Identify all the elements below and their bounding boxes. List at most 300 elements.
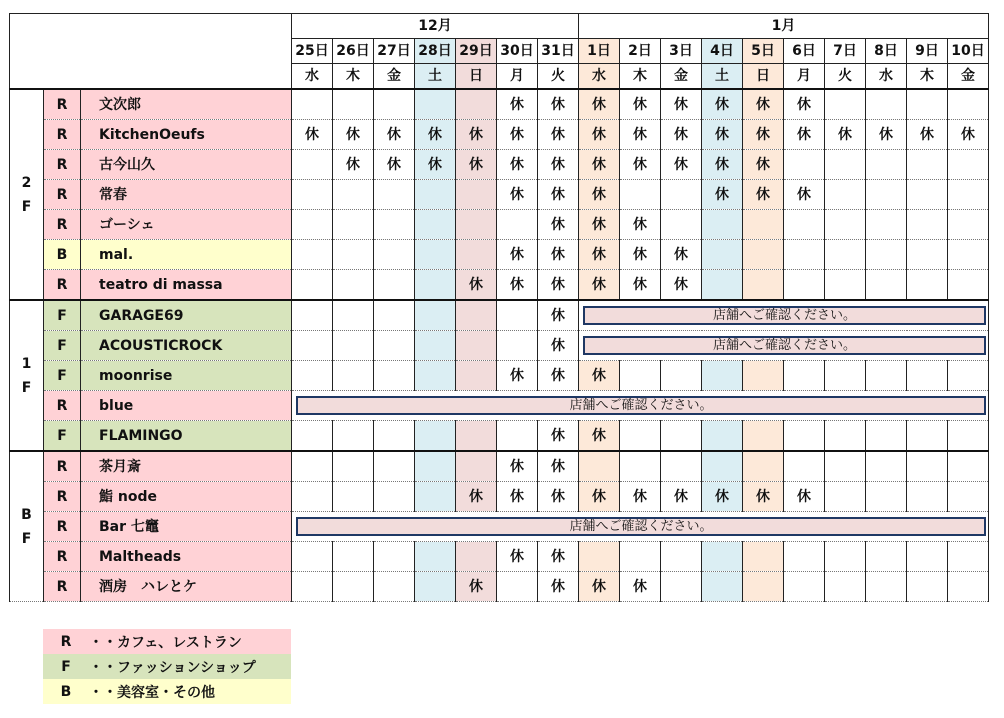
day-cell: 休 — [538, 210, 579, 240]
weekday-header: 月 — [497, 64, 538, 90]
shop-name: mal. — [81, 240, 292, 270]
day-cell — [456, 421, 497, 452]
day-cell: 休 — [538, 451, 579, 482]
day-cell: 休 — [661, 150, 702, 180]
day-cell: 休 — [743, 150, 784, 180]
day-cell: 休 — [538, 150, 579, 180]
day-cell — [825, 210, 866, 240]
day-cell: 休 — [374, 150, 415, 180]
day-cell — [907, 451, 948, 482]
shop-name: Bar 七竈 — [81, 512, 292, 542]
day-cell — [825, 482, 866, 512]
day-cell: 休 — [538, 120, 579, 150]
weekday-header: 木 — [907, 64, 948, 90]
day-cell — [743, 451, 784, 482]
day-cell — [333, 89, 374, 120]
day-cell: 休 — [702, 180, 743, 210]
day-cell — [743, 210, 784, 240]
day-cell — [907, 210, 948, 240]
day-cell — [907, 240, 948, 270]
floor-label — [10, 451, 44, 602]
legend-key: B — [60, 683, 72, 700]
day-cell: 休 — [456, 120, 497, 150]
day-cell: 休 — [620, 482, 661, 512]
day-cell — [948, 482, 989, 512]
day-cell — [415, 482, 456, 512]
date-header: 6日 — [784, 39, 825, 64]
day-cell — [374, 421, 415, 452]
day-cell — [374, 361, 415, 391]
day-cell — [784, 240, 825, 270]
floor-label — [10, 300, 44, 451]
day-cell — [333, 210, 374, 240]
weekday-header: 金 — [948, 64, 989, 90]
day-cell — [620, 542, 661, 572]
confirm-note-cell — [292, 512, 989, 542]
legend-dots: ・・ — [89, 659, 117, 676]
weekday-header: 水 — [866, 64, 907, 90]
shop-row — [10, 331, 989, 361]
day-cell: 休 — [456, 572, 497, 602]
day-cell: 休 — [538, 361, 579, 391]
legend-desc: ファッションショップ — [117, 659, 256, 676]
shop-type: R — [44, 391, 81, 421]
legend-desc: カフェ、レストラン — [117, 634, 242, 651]
day-cell: 休 — [784, 482, 825, 512]
day-cell — [456, 180, 497, 210]
weekday-header: 水 — [292, 64, 333, 90]
date-header: 25日 — [292, 39, 333, 64]
shop-type: F — [44, 300, 81, 331]
day-cell — [907, 180, 948, 210]
weekday-header: 金 — [374, 64, 415, 90]
date-header: 8日 — [866, 39, 907, 64]
weekday-header: 火 — [538, 64, 579, 90]
day-cell: 休 — [538, 421, 579, 452]
day-cell — [948, 421, 989, 452]
shop-row — [10, 451, 989, 482]
shop-row — [10, 391, 989, 421]
day-cell — [743, 240, 784, 270]
day-cell — [333, 572, 374, 602]
date-header: 2日 — [620, 39, 661, 64]
day-cell: 休 — [907, 120, 948, 150]
day-cell — [579, 542, 620, 572]
day-cell — [784, 421, 825, 452]
day-cell — [702, 240, 743, 270]
day-cell — [579, 451, 620, 482]
floor-char: B — [21, 506, 32, 523]
shop-row — [10, 270, 989, 301]
day-cell: 休 — [702, 482, 743, 512]
shop-type: B — [44, 240, 81, 270]
day-cell: 休 — [579, 270, 620, 301]
day-cell — [415, 451, 456, 482]
day-cell: 休 — [661, 482, 702, 512]
day-cell — [907, 270, 948, 301]
shop-row — [10, 482, 989, 512]
floor-char: 1 — [21, 355, 32, 372]
day-cell — [784, 451, 825, 482]
day-cell — [866, 421, 907, 452]
day-cell: 休 — [661, 240, 702, 270]
day-cell: 休 — [661, 120, 702, 150]
date-header: 30日 — [497, 39, 538, 64]
day-cell — [743, 542, 784, 572]
day-cell — [292, 89, 333, 120]
shop-name: ゴーシェ — [81, 210, 292, 240]
shop-type: R — [44, 150, 81, 180]
day-cell: 休 — [866, 120, 907, 150]
day-cell — [907, 572, 948, 602]
day-cell: 休 — [538, 89, 579, 120]
day-cell: 休 — [743, 482, 784, 512]
day-cell: 休 — [579, 150, 620, 180]
day-cell — [374, 270, 415, 301]
shop-type: R — [44, 512, 81, 542]
day-cell — [661, 572, 702, 602]
weekday-header: 火 — [825, 64, 866, 90]
shop-row — [10, 512, 989, 542]
day-cell — [661, 421, 702, 452]
legend-item-b — [43, 679, 291, 704]
day-cell: 休 — [661, 89, 702, 120]
day-cell: 休 — [497, 270, 538, 301]
day-cell — [825, 542, 866, 572]
shop-name: ACOUSTICROCK — [81, 331, 292, 361]
day-cell — [948, 542, 989, 572]
day-cell: 休 — [579, 89, 620, 120]
shop-name: teatro di massa — [81, 270, 292, 301]
confirm-with-shop-note: 店舗へご確認ください。 — [296, 517, 986, 536]
day-cell — [497, 210, 538, 240]
day-cell — [661, 361, 702, 391]
day-cell: 休 — [743, 120, 784, 150]
day-cell: 休 — [497, 482, 538, 512]
day-cell — [907, 361, 948, 391]
day-cell: 休 — [579, 482, 620, 512]
shop-name: blue — [81, 391, 292, 421]
shop-row — [10, 120, 989, 150]
day-cell — [866, 542, 907, 572]
day-cell — [948, 270, 989, 301]
date-header: 5日 — [743, 39, 784, 64]
shop-row — [10, 210, 989, 240]
day-cell: 休 — [579, 572, 620, 602]
day-cell — [907, 421, 948, 452]
day-cell — [866, 240, 907, 270]
day-cell: 休 — [579, 180, 620, 210]
floor-char: 2 — [21, 174, 32, 191]
day-cell — [333, 300, 374, 331]
day-cell — [374, 482, 415, 512]
day-cell: 休 — [497, 451, 538, 482]
floor-char: F — [21, 530, 32, 547]
day-cell — [702, 451, 743, 482]
day-cell — [825, 572, 866, 602]
day-cell — [661, 210, 702, 240]
day-cell — [415, 89, 456, 120]
day-cell — [784, 572, 825, 602]
confirm-note-cell — [579, 300, 989, 331]
day-cell — [333, 542, 374, 572]
day-cell — [620, 180, 661, 210]
day-cell — [907, 150, 948, 180]
shop-type: R — [44, 89, 81, 120]
date-header: 29日 — [456, 39, 497, 64]
date-header: 28日 — [415, 39, 456, 64]
floor-char: F — [21, 379, 32, 396]
shop-row — [10, 361, 989, 391]
day-cell — [374, 89, 415, 120]
day-cell: 休 — [415, 120, 456, 150]
day-cell — [374, 451, 415, 482]
day-cell — [456, 300, 497, 331]
day-cell — [948, 361, 989, 391]
day-cell — [702, 270, 743, 301]
day-cell — [456, 331, 497, 361]
day-cell — [497, 572, 538, 602]
day-cell — [415, 421, 456, 452]
day-cell: 休 — [497, 180, 538, 210]
legend-key: R — [60, 633, 72, 650]
day-cell — [948, 210, 989, 240]
day-cell — [333, 240, 374, 270]
day-cell — [292, 572, 333, 602]
day-cell: 休 — [620, 210, 661, 240]
day-cell — [415, 300, 456, 331]
day-cell: 休 — [333, 150, 374, 180]
day-cell — [825, 180, 866, 210]
day-cell — [620, 421, 661, 452]
day-cell — [415, 270, 456, 301]
shop-type: R — [44, 210, 81, 240]
day-cell: 休 — [579, 120, 620, 150]
shop-type: R — [44, 482, 81, 512]
weekday-header: 金 — [661, 64, 702, 90]
day-cell — [415, 180, 456, 210]
day-cell: 休 — [620, 572, 661, 602]
date-header: 26日 — [333, 39, 374, 64]
header-corner — [10, 14, 292, 90]
shop-row — [10, 150, 989, 180]
floor-label — [10, 89, 44, 300]
day-cell — [620, 451, 661, 482]
floor-char: F — [21, 198, 32, 215]
day-cell: 休 — [702, 120, 743, 150]
date-header: 10日 — [948, 39, 989, 64]
date-header: 27日 — [374, 39, 415, 64]
day-cell — [292, 361, 333, 391]
shop-name: 鮨 node — [81, 482, 292, 512]
day-cell — [702, 210, 743, 240]
day-cell: 休 — [661, 270, 702, 301]
shop-name: moonrise — [81, 361, 292, 391]
weekday-header: 水 — [579, 64, 620, 90]
shop-name: Maltheads — [81, 542, 292, 572]
day-cell — [333, 270, 374, 301]
legend-key: F — [61, 658, 71, 675]
day-cell: 休 — [538, 300, 579, 331]
day-cell — [866, 270, 907, 301]
day-cell — [866, 180, 907, 210]
shop-type: F — [44, 421, 81, 452]
day-cell: 休 — [579, 421, 620, 452]
day-cell: 休 — [415, 150, 456, 180]
day-cell: 休 — [948, 120, 989, 150]
day-cell — [374, 240, 415, 270]
day-cell — [456, 542, 497, 572]
day-cell — [948, 451, 989, 482]
day-cell: 休 — [538, 482, 579, 512]
day-cell — [784, 361, 825, 391]
shop-type: R — [44, 451, 81, 482]
day-cell — [415, 542, 456, 572]
day-cell — [292, 240, 333, 270]
day-cell — [456, 451, 497, 482]
day-cell: 休 — [538, 542, 579, 572]
day-cell — [702, 542, 743, 572]
day-cell: 休 — [497, 150, 538, 180]
day-cell: 休 — [784, 180, 825, 210]
weekday-header: 日 — [456, 64, 497, 90]
day-cell: 休 — [538, 331, 579, 361]
day-cell — [661, 542, 702, 572]
shop-name: 古今山久 — [81, 150, 292, 180]
day-cell — [907, 542, 948, 572]
day-cell — [374, 572, 415, 602]
day-cell — [415, 361, 456, 391]
day-cell — [292, 421, 333, 452]
month-december: 12月 — [292, 14, 579, 39]
holiday-schedule-table — [9, 13, 989, 602]
confirm-note-cell — [292, 391, 989, 421]
day-cell — [333, 482, 374, 512]
day-cell — [702, 421, 743, 452]
day-cell — [743, 270, 784, 301]
day-cell — [415, 331, 456, 361]
day-cell — [784, 270, 825, 301]
day-cell — [497, 421, 538, 452]
shop-type: R — [44, 180, 81, 210]
day-cell — [825, 451, 866, 482]
day-cell — [292, 542, 333, 572]
day-cell — [333, 361, 374, 391]
day-cell: 休 — [620, 240, 661, 270]
day-cell: 休 — [497, 240, 538, 270]
shop-type: R — [44, 270, 81, 301]
day-cell: 休 — [538, 572, 579, 602]
shop-row — [10, 421, 989, 452]
shop-row — [10, 300, 989, 331]
day-cell: 休 — [784, 120, 825, 150]
day-cell — [456, 240, 497, 270]
day-cell — [907, 89, 948, 120]
shop-name: 酒房 ハレとケ — [81, 572, 292, 602]
shop-type: R — [44, 542, 81, 572]
day-cell — [866, 451, 907, 482]
day-cell — [497, 300, 538, 331]
day-cell — [292, 210, 333, 240]
day-cell — [866, 361, 907, 391]
day-cell: 休 — [374, 120, 415, 150]
shop-type: F — [44, 361, 81, 391]
day-cell — [374, 300, 415, 331]
legend-item-r — [43, 629, 291, 654]
day-cell — [743, 361, 784, 391]
shop-type: R — [44, 572, 81, 602]
date-header: 3日 — [661, 39, 702, 64]
day-cell — [374, 210, 415, 240]
day-cell — [333, 421, 374, 452]
day-cell: 休 — [456, 270, 497, 301]
day-cell — [415, 572, 456, 602]
day-cell — [825, 421, 866, 452]
day-cell — [784, 210, 825, 240]
day-cell — [374, 180, 415, 210]
day-cell — [948, 572, 989, 602]
day-cell — [948, 89, 989, 120]
day-cell: 休 — [620, 270, 661, 301]
shop-name: FLAMINGO — [81, 421, 292, 452]
day-cell: 休 — [538, 180, 579, 210]
day-cell — [907, 482, 948, 512]
legend-item-f — [43, 654, 291, 679]
day-cell: 休 — [456, 150, 497, 180]
day-cell: 休 — [702, 89, 743, 120]
day-cell — [374, 542, 415, 572]
day-cell — [497, 331, 538, 361]
day-cell — [292, 180, 333, 210]
day-cell — [292, 270, 333, 301]
weekday-header: 土 — [702, 64, 743, 90]
day-cell — [292, 331, 333, 361]
legend-dots: ・・ — [89, 634, 117, 651]
day-cell — [415, 210, 456, 240]
day-cell: 休 — [784, 89, 825, 120]
day-cell: 休 — [579, 361, 620, 391]
day-cell — [948, 240, 989, 270]
shop-type: F — [44, 331, 81, 361]
confirm-with-shop-note: 店舗へご確認ください。 — [583, 306, 986, 325]
day-cell — [866, 150, 907, 180]
weekday-header: 月 — [784, 64, 825, 90]
shop-row — [10, 542, 989, 572]
day-cell: 休 — [620, 89, 661, 120]
day-cell: 休 — [579, 210, 620, 240]
shop-name: 茶月斎 — [81, 451, 292, 482]
category-legend — [43, 629, 291, 704]
day-cell: 休 — [292, 120, 333, 150]
day-cell: 休 — [743, 89, 784, 120]
confirm-with-shop-note: 店舗へご確認ください。 — [296, 396, 986, 415]
day-cell — [661, 180, 702, 210]
day-cell — [374, 331, 415, 361]
day-cell — [702, 572, 743, 602]
day-cell — [456, 210, 497, 240]
confirm-with-shop-note: 店舗へご確認ください。 — [583, 336, 986, 355]
day-cell — [333, 180, 374, 210]
day-cell — [866, 482, 907, 512]
day-cell: 休 — [538, 240, 579, 270]
day-cell: 休 — [497, 542, 538, 572]
day-cell: 休 — [497, 89, 538, 120]
day-cell — [825, 150, 866, 180]
day-cell: 休 — [456, 482, 497, 512]
day-cell — [333, 331, 374, 361]
day-cell — [456, 361, 497, 391]
legend-desc: 美容室・その他 — [117, 684, 215, 701]
